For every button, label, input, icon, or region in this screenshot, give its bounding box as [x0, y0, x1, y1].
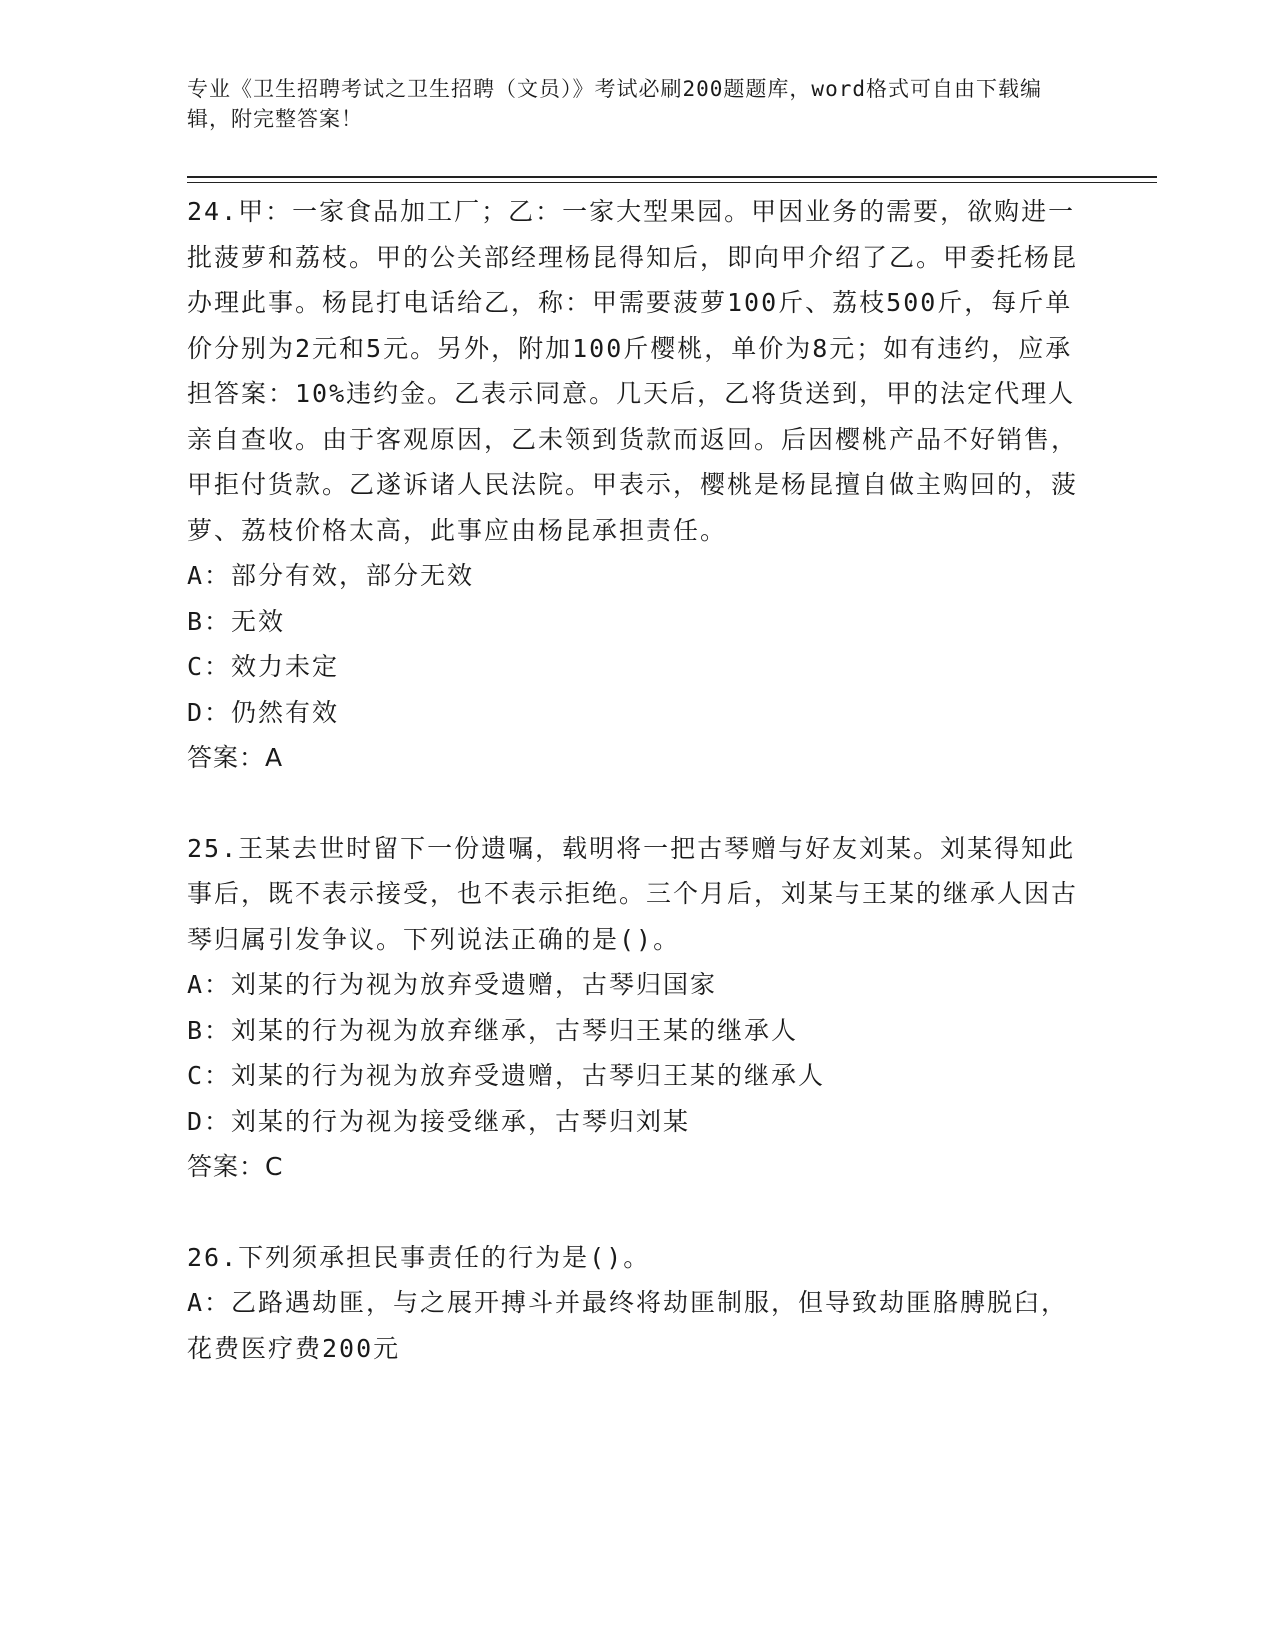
- option-a: A：部分有效，部分无效: [187, 561, 475, 590]
- question-stem: 26.下列须承担民事责任的行为是()。: [187, 1242, 651, 1272]
- option-b: B：无效: [187, 606, 286, 636]
- option-d: D：仍然有效: [187, 697, 340, 727]
- question-stem: 25.王某去世时留下一份遗嘱，载明将一把古琴赠与好友刘某。刘某得知此事后，既不表示接受，也不表示拒绝。三个月后，刘某与王某的继承人因古琴归属引发争议。下列说法正确的是()。: [187, 833, 1079, 954]
- document-header: 专业《卫生招聘考试之卫生招聘（文员）》考试必刷200题题库，word格式可自由下载编辑，附完整答案！: [187, 77, 1042, 131]
- question-25: [187, 826, 1087, 1190]
- question-spacer: [187, 1190, 1087, 1235]
- answer: 答案：C: [187, 1152, 284, 1181]
- question-26: [187, 1235, 1087, 1372]
- question-spacer: [187, 781, 1087, 826]
- question-24: [187, 189, 1087, 781]
- option-b: B：刘某的行为视为放弃继承，古琴归王某的继承人: [187, 1015, 799, 1045]
- option-c: C：刘某的行为视为放弃受遗赠，古琴归王某的继承人: [187, 1061, 826, 1090]
- header-divider-thin: [187, 182, 1157, 183]
- question-stem: 24.甲：一家食品加工厂；乙：一家大型果园。甲因业务的需要，欲购进一批菠萝和荔枝。甲的公关部经理杨昆得知后，即向甲介绍了乙。甲委托杨昆办理此事。杨昆打电话给乙，称：甲需要菠萝100斤、荔枝500斤，每斤单价分别为2元和5元。另外，附加100斤樱桃，单价为8元；如有违约，应承担答案：10%违约金。乙表示同意。几天后，乙将货送到，甲的法定代理人亲自查收。由于客观原因，乙未领到货款而返回。后因樱桃产品不好销售，甲拒付货款。乙遂诉诸人民法院。甲表示，樱桃是杨昆擅自做主购回的，菠萝、荔枝价格太高，此事应由杨昆承担责任。: [187, 197, 1079, 545]
- question-list: [187, 189, 1087, 1371]
- option-a: A：乙路遇劫匪，与之展开搏斗并最终将劫匪制服，但导致劫匪胳膊脱臼，花费医疗费200元: [187, 1288, 1069, 1363]
- option-c: C：效力未定: [187, 652, 340, 681]
- header-divider-thick: [187, 176, 1157, 178]
- option-d: D：刘某的行为视为接受继承，古琴归刘某: [187, 1106, 691, 1136]
- option-a: A：刘某的行为视为放弃受遗赠，古琴归国家: [187, 970, 718, 999]
- answer: 答案：A: [187, 743, 284, 772]
